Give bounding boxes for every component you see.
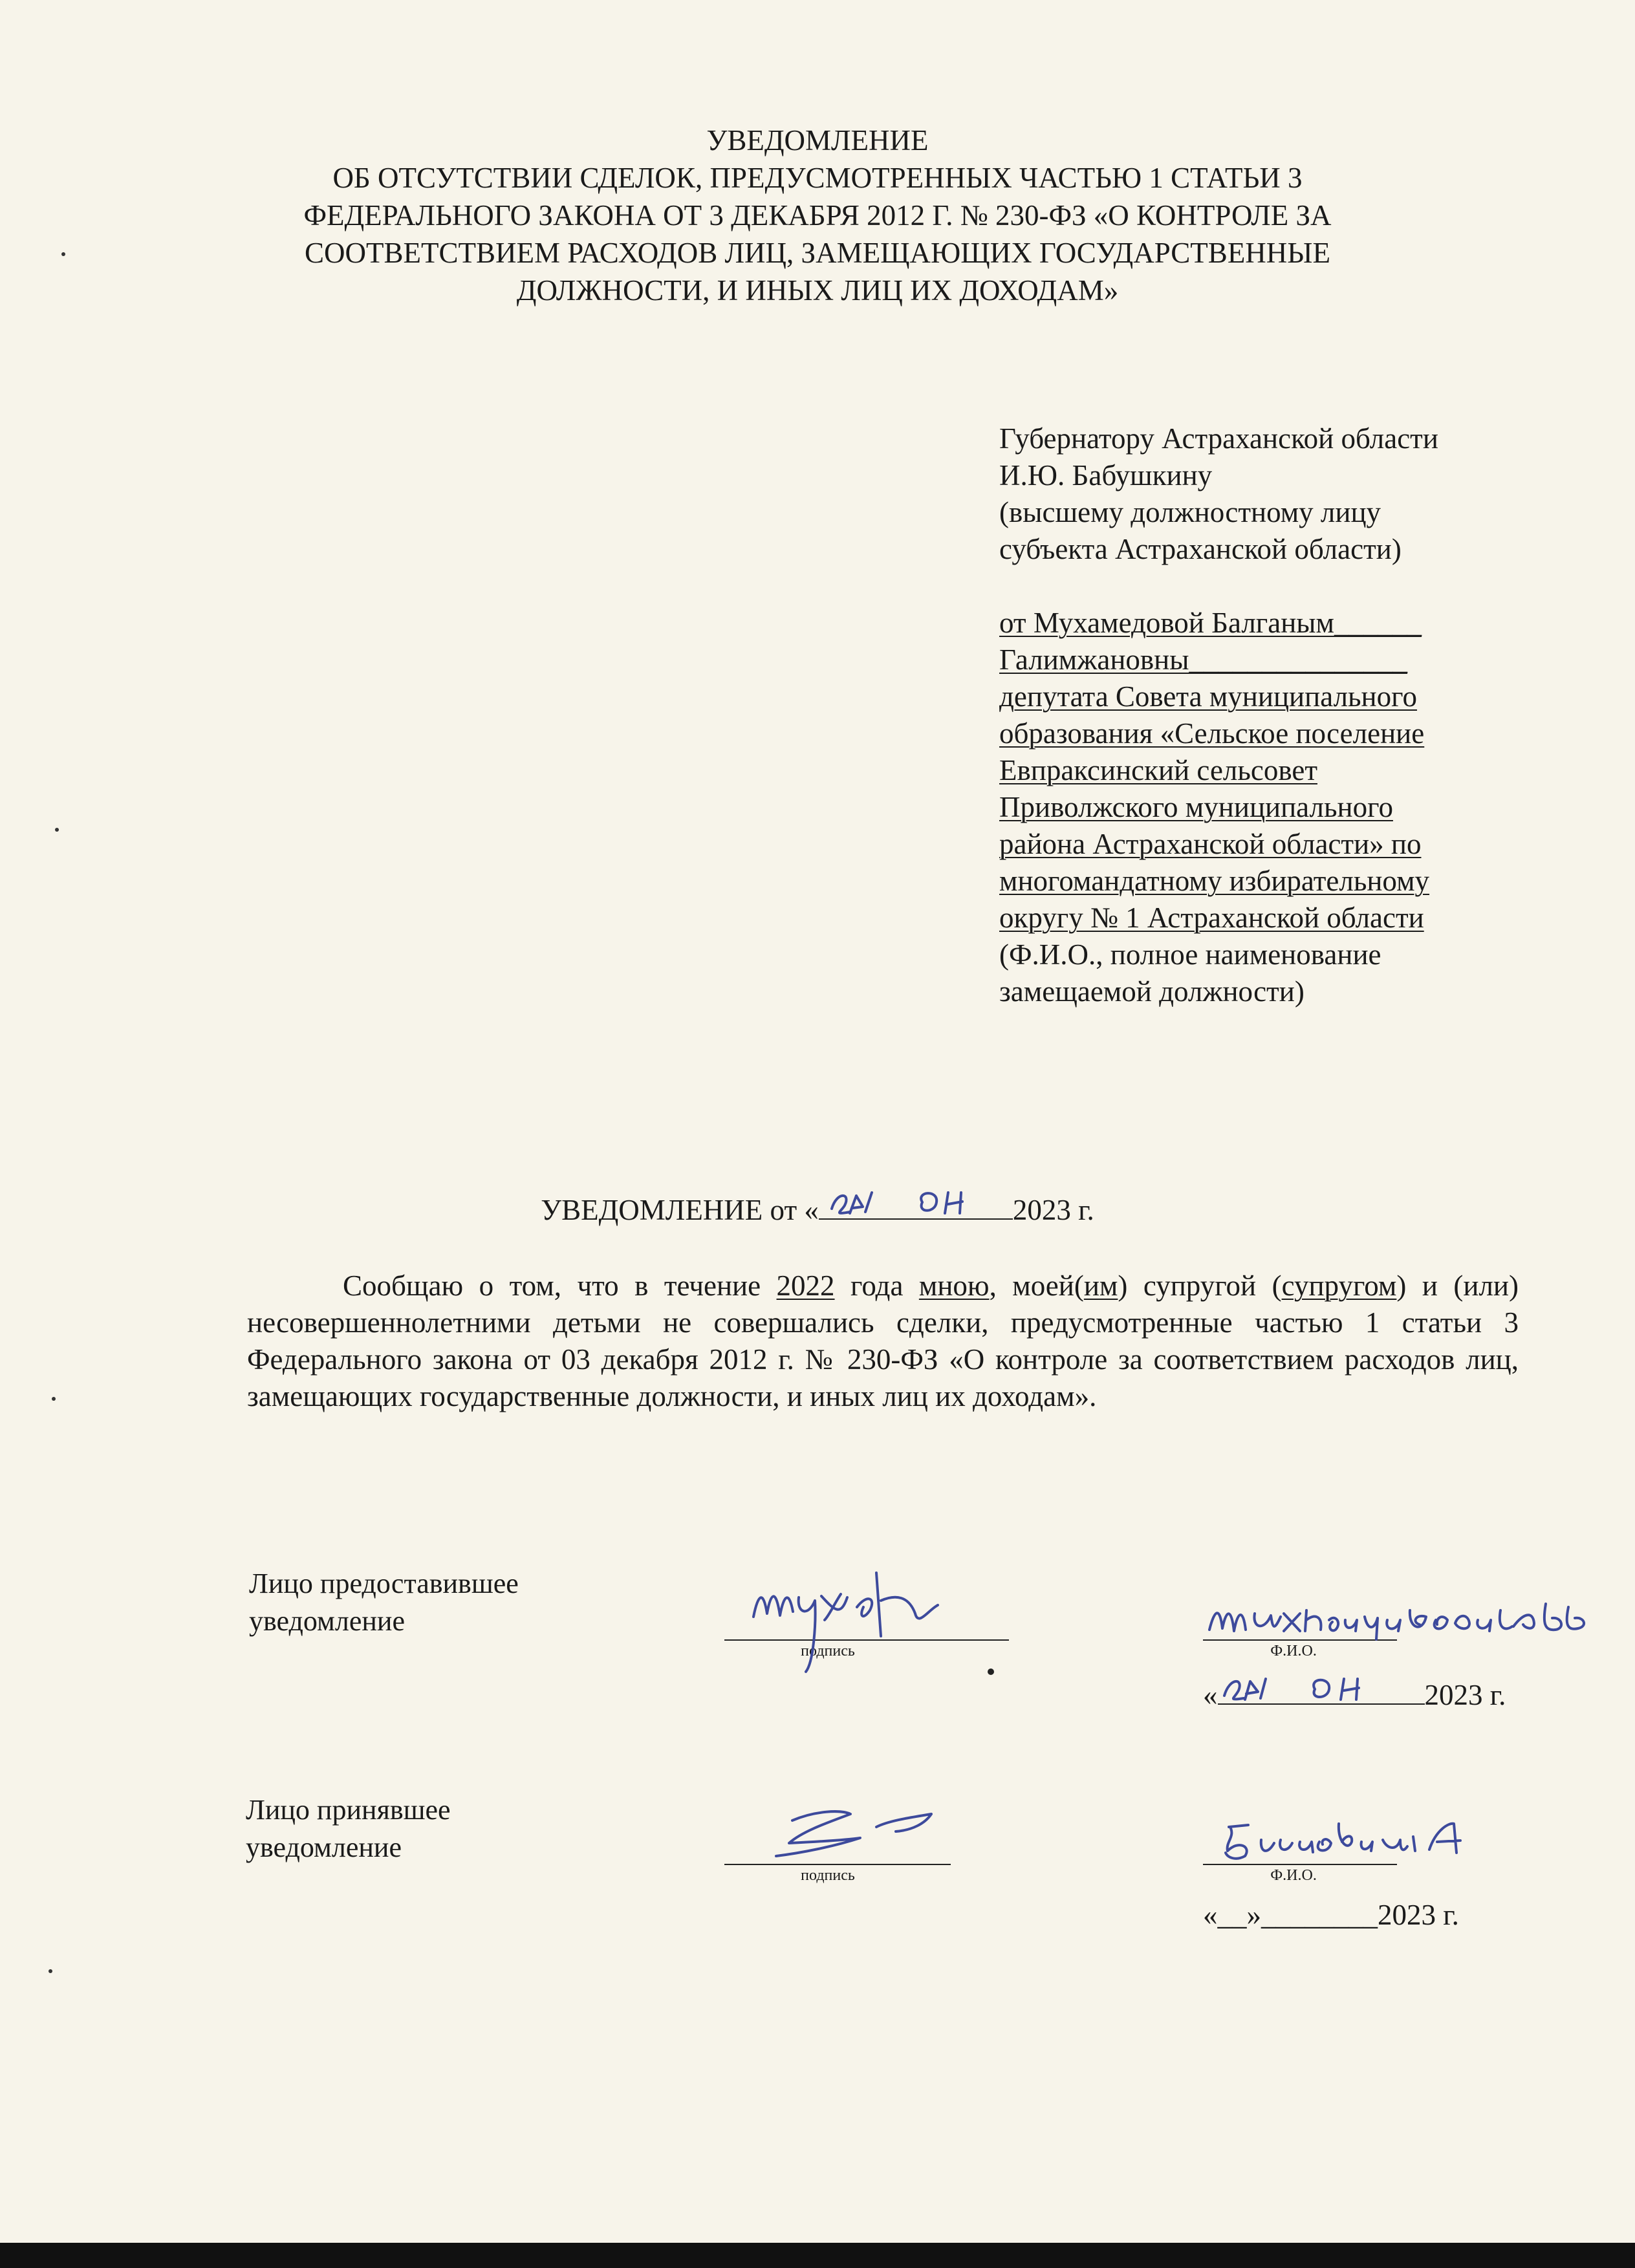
receiver-signature-caption: подпись (801, 1867, 855, 1884)
receiver-date: «__»________2023 г. (1203, 1899, 1459, 1931)
addressee-line-3: (высшему должностному лицу (999, 496, 1381, 528)
submitter-handwritten-fio (1203, 1591, 1623, 1649)
sender-line-8: многомандатному избирательному (999, 865, 1430, 897)
submitter-date: « 2023 г. (1203, 1678, 1506, 1712)
sender-note-2: замещаемой должности) (999, 975, 1305, 1008)
handwritten-date-submitter (1218, 1658, 1425, 1703)
scan-speck (52, 1397, 56, 1401)
receiver-fio-caption: Ф.И.О. (1270, 1867, 1317, 1884)
receiver-handwritten-fio (1216, 1811, 1488, 1869)
title-line-2: ОБ ОТСУТСТВИИ СДЕЛОК, ПРЕДУСМОТРЕННЫХ ЧАСТЬЮ 1 СТАТЬИ 3 (332, 162, 1303, 194)
notice-date-blank (819, 1199, 1013, 1220)
sender-line-4: образования «Сельское поселение (999, 717, 1425, 750)
sender-line-9: округу № 1 Астраханской области (999, 902, 1424, 934)
title-line-5: ДОЛЖНОСТИ, И ИНЫХ ЛИЦ ИХ ДОХОДАМ» (516, 274, 1119, 307)
scan-speck (61, 252, 65, 256)
sender-line-5: Евпраксинский сельсовет (999, 754, 1317, 786)
sender-line-1: от Мухамедовой Балганым______ (999, 607, 1422, 639)
receiver-label: Лицо принявшее уведомление (246, 1794, 451, 1863)
sender-line-7: района Астраханской области» по (999, 828, 1422, 860)
submitter-label: Лицо предоставившее уведомление (249, 1568, 519, 1637)
notice-date-suffix: 2023 г. (1012, 1194, 1094, 1226)
scan-speck (55, 828, 59, 832)
submitter-fio-caption: Ф.И.О. (1270, 1643, 1317, 1659)
addressee-line-4: субъекта Астраханской области) (999, 533, 1402, 565)
spacer (999, 568, 1438, 605)
sender-note-1: (Ф.И.О., полное наименование (999, 938, 1381, 971)
title-line-1: УВЕДОМЛЕНИЕ (706, 124, 929, 157)
addressee-line-2: И.Ю. Бабушкину (999, 459, 1213, 491)
title-line-4: СООТВЕТСТВИЕМ РАСХОДОВ ЛИЦ, ЗАМЕЩАЮЩИХ ГОСУДАРСТВЕННЫЕ (304, 237, 1331, 269)
addressee-block (999, 420, 1438, 1010)
submitter-signature-caption: подпись (801, 1643, 855, 1659)
sender-line-6: Приволжского муниципального (999, 791, 1393, 823)
handwritten-date-notice (819, 1173, 1013, 1218)
scan-speck (49, 1969, 52, 1973)
scan-edge-bar (0, 2243, 1635, 2268)
addressee-line-1: Губернатору Астраханской области (999, 422, 1438, 455)
submitter-signature (744, 1559, 1002, 1688)
sender-line-2: Галимжановны_______________ (999, 643, 1407, 676)
sender-line-3: депутата Совета муниципального (999, 680, 1417, 713)
document-title (0, 122, 1635, 309)
receiver-signature (763, 1791, 970, 1882)
title-line-3: ФЕДЕРАЛЬНОГО ЗАКОНА ОТ 3 ДЕКАБРЯ 2012 Г. № 230-ФЗ «О КОНТРОЛЕ ЗА (303, 199, 1332, 232)
body-paragraph: Сообщаю о том, что в течение 2022 года мною, моей(им) супругой (супругом) и (или) несовершеннолетними детьми не совершались сделки, предусмотренные частью 1 статьи 3 Федерального закона от 03 декабря 2012 г. № 230-ФЗ «О контроле за соответствием расходов лиц, замещающих государственные должности, и иных лиц их доходам». (247, 1269, 1519, 1412)
notice-date-prefix: УВЕДОМЛЕНИЕ от « (541, 1194, 819, 1226)
year-value: 2022 (776, 1269, 835, 1302)
notice-date-line (0, 1193, 1635, 1227)
